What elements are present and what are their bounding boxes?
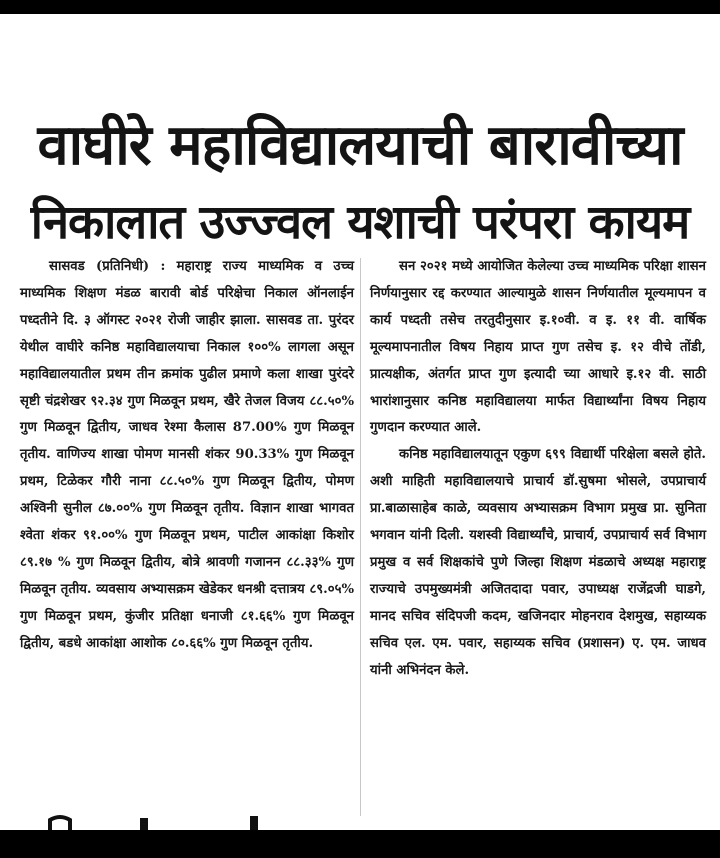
next-headline-fragment: [40, 814, 300, 830]
article-right-column: [370, 254, 706, 685]
article-paragraph: सासवड (प्रतिनिधी) : महाराष्ट्र राज्य माध्यमिक व उच्च माध्यमिक शिक्षण मंडळ बारावी बोर्ड परिक्षेचा निकाल ऑनलाईन पध्दतीने दि. ३ ऑगस्ट २०२१ रोजी जाहीर झाला. सासवड ता. पुरंदर येथील वाघीरे कनिष्ठ महाविद्यालयाचा निकाल १००% लागला असून महाविद्यालयातील प्रथम तीन क्रमांक पुढील प्रमाणे कला शाखा पुरंदरे सृष्टी चंद्रशेखर ९२.३४ गुण मिळवून प्रथम, खैरे तेजल विजय ८८.५०% गुण मिळवून द्वितीय, जाधव रेश्मा कैलास 87.00% गुण मिळवून तृतीय. वाणिज्य शाखा पोमण मानसी शंकर 90.33% गुण मिळवून प्रथम, टिळेकर गौरी नाना ८८.५०% गुण मिळवून द्वितीय, पोमण अश्विनी सुनील ८७.००% गुण मिळवून तृतीय. विज्ञान शाखा भागवत श्वेता शंकर ९१.००% गुण मिळवून प्रथम, पाटील आकांक्षा किशोर ८९.१७ % गुण मिळवून द्वितीय, बोत्रे श्रावणी गजानन ८८.३३% गुण मिळवून तृतीय. व्यवसाय अभ्यासक्रम खेडेकर धनश्री दत्तात्रय ८९.०५% गुण मिळवून प्रथम, कुंजीर प्रतिक्षा धनाजी ८१.६६% गुण मिळवून द्वितीय, बडधे आकांक्षा आशोक ८०.६६% गुण मिळवून तृतीय.: [20, 259, 354, 651]
article-paragraph: सन २०२१ मध्ये आयोजित केलेल्या उच्च माध्यमिक परिक्षा शासन निर्णयानुसार रद्द करण्यात आल्यामुळे शासन निर्णयातील मूल्यमापन व कार्य पध्दती तसेच तरतुदीनुसार इ.१०वी. व इ. ११ वी. वार्षिक मूल्यमापनातील विषय निहाय प्राप्त गुण तसेच इ. १२ वीचे तोंडी, प्रात्यक्षीक, अंतर्गत प्राप्त गुण इत्यादी च्या आधारे इ.१२ वी. साठी भारांशानुसार कनिष्ठ महाविद्यालया मार्फत विद्यार्थ्यांना विषय निहाय गुणदान करण्यात आले.: [370, 259, 706, 436]
top-border: [0, 0, 720, 14]
headline-line-1: वाघीरे महाविद्यालयाची बारावीच्या: [37, 112, 683, 178]
bottom-border: [0, 830, 720, 858]
headline-line-2: निकालात उज्ज्वल यशाची परंपरा कायम: [30, 195, 690, 251]
article-left-column: [20, 254, 354, 658]
article-paragraph: कनिष्ठ महाविद्यालयातून एकुण ६९९ विद्यार्थी परिक्षेला बसले होते. अशी माहिती महाविद्यालयाचे प्राचार्य डॉ.सुषमा भोसले, उपप्राचार्य प्रा.बाळासाहेब काळे, व्यवसाय अभ्यासक्रम विभाग प्रमुख प्रा. सुनिता भगवान यांनी दिली. यशस्वी विद्यार्थ्यांचे, प्राचार्य, उपप्राचार्य सर्व विभाग प्रमुख व सर्व शिक्षकांचे पुणे जिल्हा शिक्षण मंडळाचे अध्यक्ष महाराष्ट्र राज्याचे उपमुख्यमंत्री अजितदादा पवार, उपाध्यक्ष राजेंद्रजी घाडगे, मानद सचिव संदिपजी कदम, खजिनदार मोहनराव देशमुख, सहाय्यक सचिव एल. एम. पवार, सहाय्यक सचिव (प्रशासन) ए. एम. जाधव यांनी अभिनंदन केले.: [370, 447, 706, 678]
column-divider: [360, 258, 361, 816]
